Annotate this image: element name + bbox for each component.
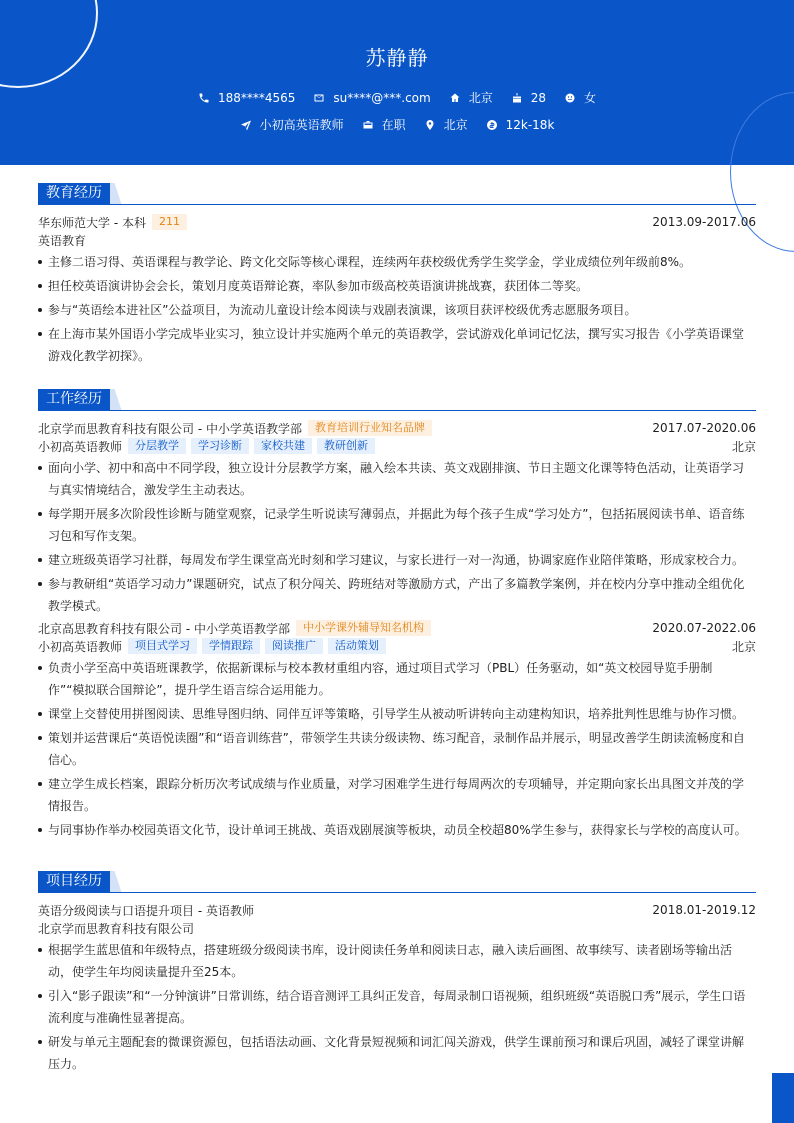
age-item: [511, 91, 546, 105]
status-item: [362, 116, 406, 133]
briefcase-icon: [362, 119, 374, 131]
education-major-row: [38, 231, 756, 249]
skill-tag: 家校共建: [254, 438, 312, 454]
location-pin-icon: [424, 119, 436, 131]
skill-tag: 阅读推广: [265, 638, 323, 654]
project-org: 北京学而思教育科技有限公司: [38, 921, 195, 936]
skill-tag: 项目式学习: [128, 638, 197, 654]
job-role: 小初高英语教师: [38, 639, 123, 654]
resume-header: [0, 0, 794, 165]
list-item: 建立学生成长档案，跟踪分析历次考试成绩与作业质量，对学习困难学生进行每周两次的专项辅导，并定期向家长出具图文并茂的学情报告。: [38, 773, 756, 817]
skill-tag: 活动策划: [328, 638, 386, 654]
major: 英语教育: [38, 233, 87, 248]
candidate-name: 苏静静: [365, 46, 429, 70]
job-role: 小初高英语教师: [38, 439, 123, 454]
section-title: 工作经历: [38, 389, 110, 410]
list-item: 课堂上交替使用拼图阅读、思维导图归纳、同伴互评等策略，引导学生从被动听讲转向主动建构知识，培养批判性思维与协作习惯。: [38, 703, 756, 725]
skill-tag: 学习诊断: [191, 438, 249, 454]
job-entry-head: [38, 419, 756, 437]
target-city-text: 北京: [443, 118, 468, 132]
job-bullets: [38, 657, 756, 841]
section-title: 教育经历: [38, 183, 110, 204]
mail-icon: [313, 92, 325, 104]
phone-item: [198, 91, 295, 105]
list-item: 在上海市某外国语小学完成毕业实习，独立设计并实施两个单元的英语教学，尝试游戏化单词记忆法，撰写实习报告《小学英语课堂游戏化教学初探》。: [38, 323, 756, 367]
job-city: 北京: [731, 639, 756, 654]
money-icon: [486, 119, 498, 131]
list-item: 与同事协作举办校园英语文化节，设计单词王挑战、英语戏剧展演等板块，动员全校超80%学生参与，获得家长与学校的高度认可。: [38, 819, 756, 841]
job-role-row: [38, 637, 756, 655]
position-item: [240, 116, 344, 133]
home-city-text: 北京: [468, 91, 493, 105]
project-section: [38, 871, 756, 1077]
salary-text: 12k-18k: [505, 117, 555, 132]
job-date: 2017.07-2020.06: [652, 421, 756, 435]
job-entry-head: [38, 619, 756, 637]
school-badge: 211: [152, 214, 187, 230]
education-date: 2013.09-2017.06: [652, 215, 756, 229]
list-item: 策划并运营课后“英语悦读圈”和“语音训练营”，带领学生共读分级读物、练习配音，录制作品并展示，明显改善学生朗读流畅度和自信心。: [38, 727, 756, 771]
email-text: su****@***.com: [333, 90, 431, 105]
list-item: 担任校英语演讲协会会长，策划月度英语辩论赛，率队参加市级高校英语演讲挑战赛，获团体二等奖。: [38, 275, 756, 297]
company-name: 北京高思教育科技有限公司 - 中小学英语教学部: [38, 621, 290, 636]
project-name: 英语分级阅读与口语提升项目 - 英语教师: [38, 903, 254, 918]
position-text: 小初高英语教师: [259, 118, 344, 132]
company-name: 北京学而思教育科技有限公司 - 中小学英语教学部: [38, 421, 302, 436]
project-bullets: [38, 939, 756, 1075]
list-item: 参与“英语绘本进社区”公益项目，为流动儿童设计绘本阅读与戏剧表演课，该项目获评校级优秀志愿服务项目。: [38, 299, 756, 321]
decorative-corner-bar: [772, 1073, 794, 1123]
skill-tag: 学情跟踪: [202, 638, 260, 654]
skill-tag: 教研创新: [317, 438, 375, 454]
work-section: [38, 389, 756, 843]
project-entry-head: [38, 901, 756, 919]
education-section: [38, 183, 756, 369]
job-bullets: [38, 457, 756, 617]
work-title-bar: [38, 389, 756, 411]
list-item: 负责小学至高中英语班课教学，依据新课标与校本教材重组内容，通过项目式学习（PBL）任务驱动，如“英文校园导览手册制作”“模拟联合国辩论”，提升学生语言综合运用能力。: [38, 657, 756, 701]
gender-item: [564, 89, 596, 106]
status-text: 在职: [381, 118, 406, 132]
email-item: [313, 91, 430, 105]
section-title: 项目经历: [38, 871, 110, 892]
age-text: 28: [530, 90, 547, 105]
send-icon: [240, 119, 252, 131]
skill-tag: 分层教学: [128, 438, 186, 454]
gender-text: 女: [584, 91, 597, 105]
project-org-row: [38, 919, 756, 937]
cake-icon: [511, 92, 523, 104]
list-item: 每学期开展多次阶段性诊断与随堂观察，记录学生听说读写薄弱点，并据此为每个孩子生成“学习处方”，包括拓展阅读书单、语音练习包和写作支架。: [38, 503, 756, 547]
list-item: 研发与单元主题配套的微课资源包，包括语法动画、文化背景短视频和词汇闯关游戏，供学生课前预习和课后巩固，减轻了课堂讲解压力。: [38, 1031, 756, 1075]
gender-icon: [564, 92, 576, 104]
list-item: 参与教研组“英语学习动力”课题研究，试点了积分闯关、跨班结对等激励方式，产出了多篇教学案例，并在校内分享中推动全组优化教学模式。: [38, 573, 756, 617]
list-item: 根据学生蓝思值和年级特点，搭建班级分级阅读书库，设计阅读任务单和阅读日志，融入读后画图、故事续写、读者剧场等输出活动，使学生年均阅读量提升至25本。: [38, 939, 756, 983]
project-date: 2018.01-2019.12: [652, 903, 756, 917]
school-name: 华东师范大学 - 本科: [38, 215, 146, 230]
salary-item: [486, 118, 555, 132]
target-city-item: [424, 116, 468, 133]
home-icon: [449, 92, 461, 104]
list-item: 面向小学、初中和高中不同学段，独立设计分层教学方案，融入绘本共读、英文戏剧排演、节日主题文化课等特色活动，让英语学习与真实情境结合，激发学生主动表达。: [38, 457, 756, 501]
phone-icon: [198, 92, 210, 104]
company-badge: 中小学课外辅导知名机构: [296, 620, 431, 636]
job-intent-row: [0, 116, 794, 133]
contact-row: [0, 89, 794, 106]
job-city: 北京: [731, 439, 756, 454]
company-badge: 教育培训行业知名品牌: [308, 420, 432, 436]
job-date: 2020.07-2022.06: [652, 621, 756, 635]
home-city-item: [449, 89, 493, 106]
list-item: 建立班级英语学习社群，每周发布学生课堂高光时刻和学习建议，与家长进行一对一沟通，协调家庭作业陪伴策略，形成家校合力。: [38, 549, 756, 571]
project-title-bar: [38, 871, 756, 893]
education-title-bar: [38, 183, 756, 205]
phone-text: 188****4565: [217, 90, 296, 105]
education-entry-head: [38, 213, 756, 231]
list-item: 引入“影子跟读”和“一分钟演讲”日常训练，结合语音测评工具纠正发音，每周录制口语视频，组织班级“英语脱口秀”展示，学生口语流利度与准确性显著提高。: [38, 985, 756, 1029]
education-bullets: [38, 251, 756, 367]
list-item: 主修二语习得、英语课程与教学论、跨文化交际等核心课程，连续两年获校级优秀学生奖学金，学业成绩位列年级前8%。: [38, 251, 756, 273]
job-role-row: [38, 437, 756, 455]
